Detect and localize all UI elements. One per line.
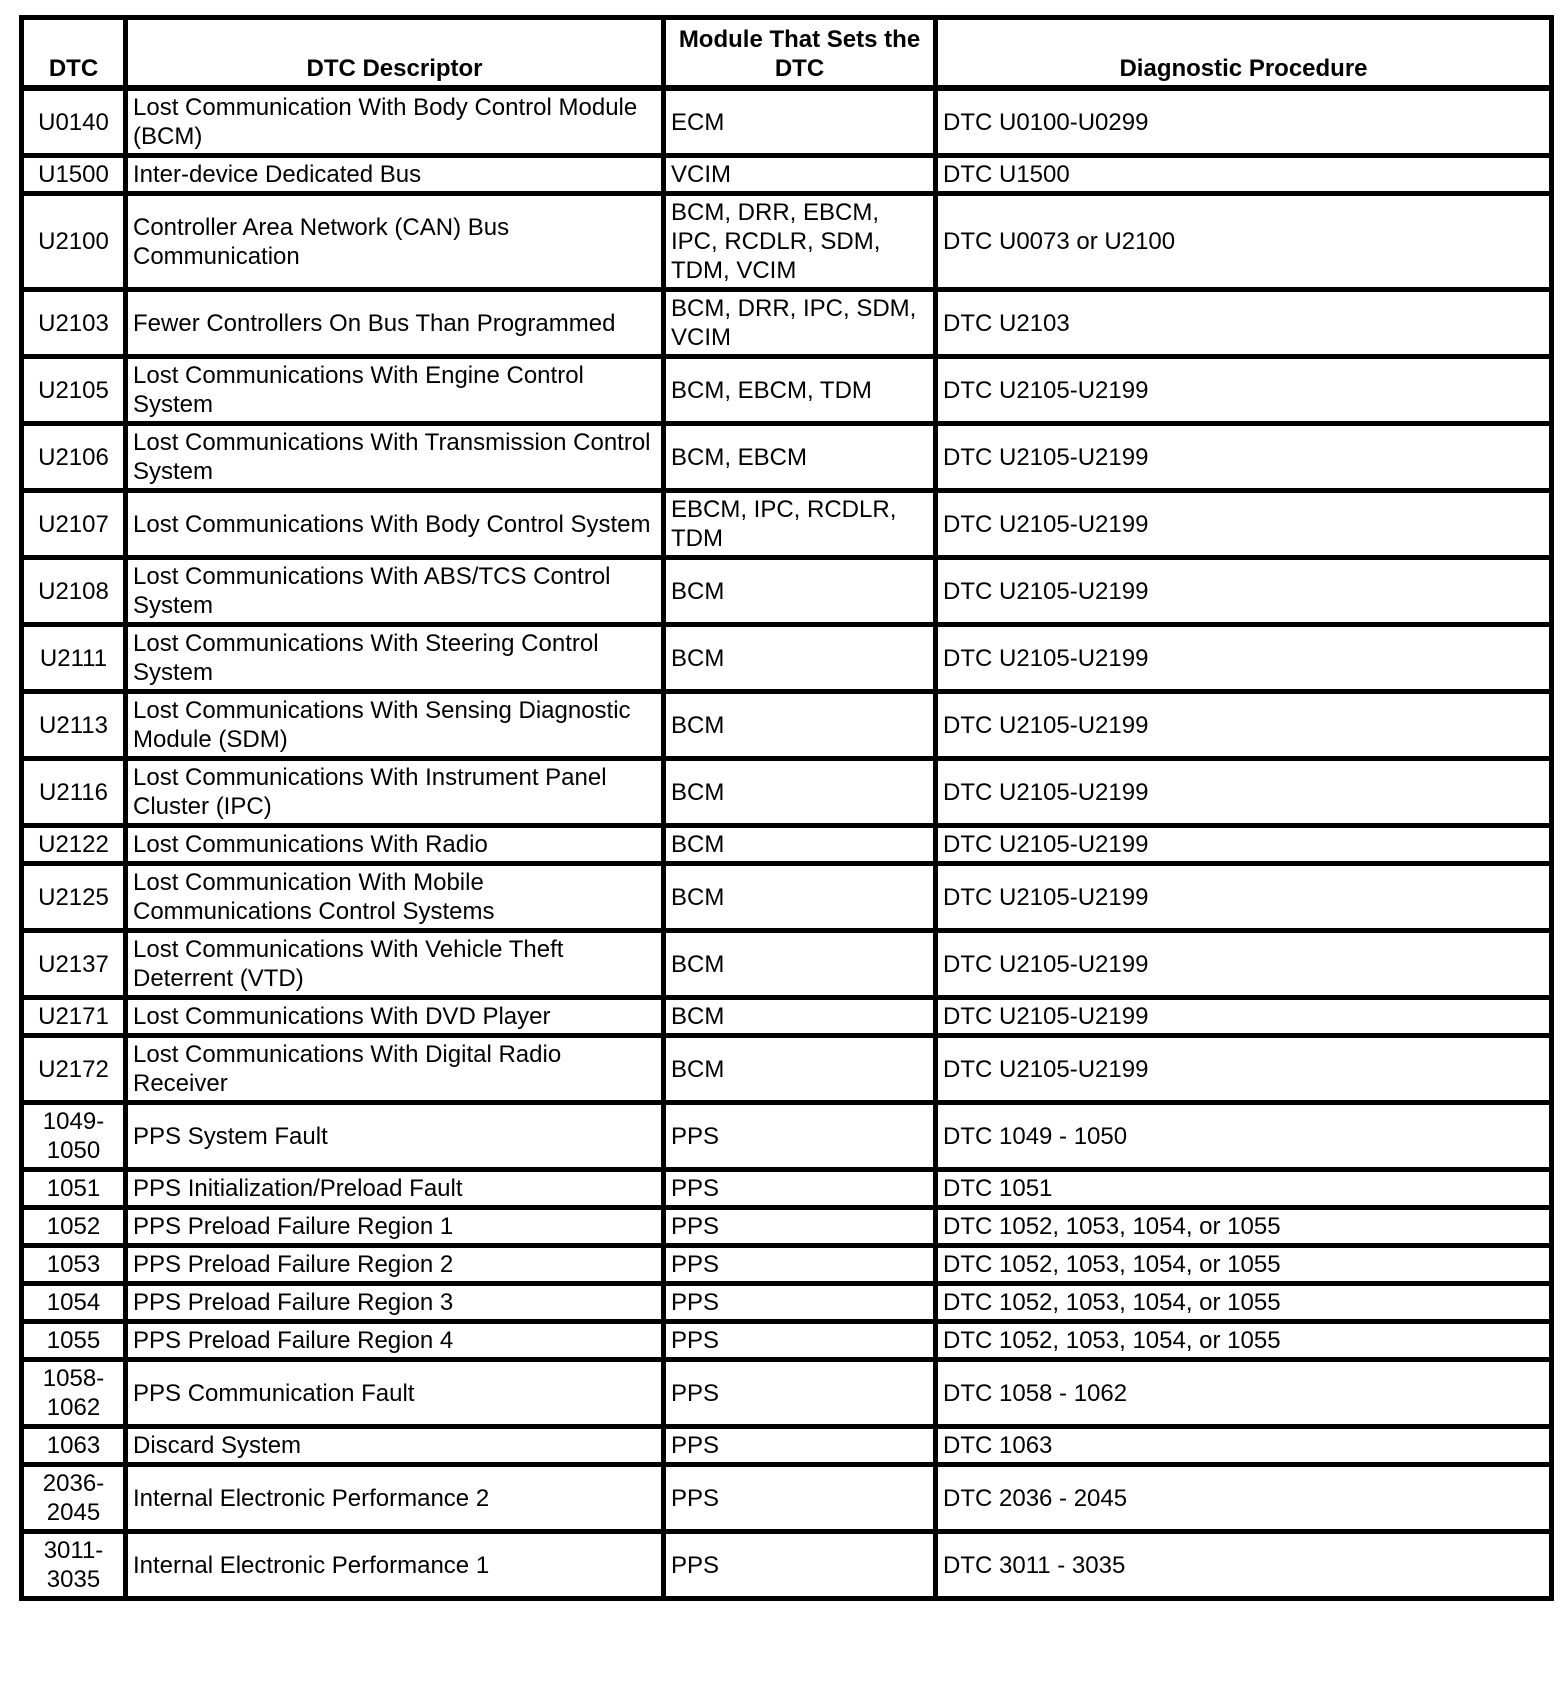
dtc-cell: 1052: [22, 1208, 126, 1246]
dtc-cell: 1055: [22, 1322, 126, 1360]
descriptor-cell: Lost Communications With ABS/TCS Control System: [126, 558, 664, 625]
procedure-cell: DTC U0073 or U2100: [936, 194, 1552, 290]
dtc-cell: U2103: [22, 290, 126, 357]
dtc-cell: 1053: [22, 1246, 126, 1284]
module-cell: PPS: [664, 1532, 936, 1599]
procedure-cell: DTC U2105-U2199: [936, 864, 1552, 931]
descriptor-cell: Lost Communications With Vehicle Theft Deterrent (VTD): [126, 931, 664, 998]
table-row: [22, 1427, 1552, 1465]
table-row: [22, 1103, 1552, 1170]
procedure-cell: DTC 2036 - 2045: [936, 1465, 1552, 1532]
procedure-cell: DTC U2105-U2199: [936, 357, 1552, 424]
dtc-cell: U2108: [22, 558, 126, 625]
table-row: [22, 1246, 1552, 1284]
table-row: [22, 625, 1552, 692]
module-cell: BCM: [664, 1036, 936, 1103]
module-cell: EBCM, IPC, RCDLR, TDM: [664, 491, 936, 558]
procedure-cell: DTC 1052, 1053, 1054, or 1055: [936, 1284, 1552, 1322]
module-cell: BCM, EBCM, TDM: [664, 357, 936, 424]
table-row: [22, 1284, 1552, 1322]
descriptor-cell: Lost Communications With Transmission Control System: [126, 424, 664, 491]
descriptor-cell: Lost Communications With Body Control System: [126, 491, 664, 558]
descriptor-cell: PPS Preload Failure Region 4: [126, 1322, 664, 1360]
module-cell: BCM, DRR, EBCM, IPC, RCDLR, SDM, TDM, VCIM: [664, 194, 936, 290]
dtc-cell: U2122: [22, 826, 126, 864]
dtc-cell: U2107: [22, 491, 126, 558]
table-row: [22, 864, 1552, 931]
procedure-cell: DTC U2103: [936, 290, 1552, 357]
table-row: [22, 826, 1552, 864]
dtc-cell: 1049-1050: [22, 1103, 126, 1170]
procedure-cell: DTC 1052, 1053, 1054, or 1055: [936, 1322, 1552, 1360]
module-cell: BCM: [664, 625, 936, 692]
module-cell: PPS: [664, 1103, 936, 1170]
table-row: [22, 1360, 1552, 1427]
descriptor-cell: PPS System Fault: [126, 1103, 664, 1170]
procedure-cell: DTC U2105-U2199: [936, 998, 1552, 1036]
module-cell: BCM, DRR, IPC, SDM, VCIM: [664, 290, 936, 357]
procedure-cell: DTC 1063: [936, 1427, 1552, 1465]
dtc-cell: 2036-2045: [22, 1465, 126, 1532]
dtc-cell: U2111: [22, 625, 126, 692]
procedure-cell: DTC U2105-U2199: [936, 931, 1552, 998]
table-row: [22, 1532, 1552, 1599]
module-cell: BCM: [664, 826, 936, 864]
descriptor-cell: Lost Communication With Mobile Communications Control Systems: [126, 864, 664, 931]
dtc-cell: U2171: [22, 998, 126, 1036]
module-cell: PPS: [664, 1322, 936, 1360]
procedure-cell: DTC U2105-U2199: [936, 759, 1552, 826]
procedure-cell: DTC 1052, 1053, 1054, or 1055: [936, 1246, 1552, 1284]
dtc-cell: 1051: [22, 1170, 126, 1208]
dtc-cell: U2125: [22, 864, 126, 931]
module-cell: PPS: [664, 1465, 936, 1532]
table-row: [22, 558, 1552, 625]
descriptor-cell: Fewer Controllers On Bus Than Programmed: [126, 290, 664, 357]
dtc-table: [19, 15, 1554, 1601]
table-row: [22, 156, 1552, 194]
module-cell: VCIM: [664, 156, 936, 194]
dtc-cell: 3011-3035: [22, 1532, 126, 1599]
dtc-cell: U2113: [22, 692, 126, 759]
descriptor-cell: PPS Preload Failure Region 3: [126, 1284, 664, 1322]
descriptor-cell: Inter-device Dedicated Bus: [126, 156, 664, 194]
dtc-cell: 1054: [22, 1284, 126, 1322]
table-row: [22, 357, 1552, 424]
table-row: [22, 290, 1552, 357]
procedure-cell: DTC U2105-U2199: [936, 491, 1552, 558]
table-row: [22, 88, 1552, 156]
module-cell: PPS: [664, 1170, 936, 1208]
module-cell: BCM: [664, 759, 936, 826]
table-row: [22, 491, 1552, 558]
dtc-cell: U0140: [22, 88, 126, 156]
descriptor-cell: Lost Communications With Steering Control System: [126, 625, 664, 692]
procedure-cell: DTC U2105-U2199: [936, 424, 1552, 491]
procedure-cell: DTC 1051: [936, 1170, 1552, 1208]
module-cell: BCM: [664, 692, 936, 759]
dtc-cell: U2105: [22, 357, 126, 424]
dtc-cell: U2106: [22, 424, 126, 491]
descriptor-cell: Controller Area Network (CAN) Bus Communication: [126, 194, 664, 290]
dtc-cell: U2137: [22, 931, 126, 998]
procedure-cell: DTC U0100-U0299: [936, 88, 1552, 156]
table-row: [22, 759, 1552, 826]
table-header: [22, 18, 1552, 89]
module-cell: BCM: [664, 931, 936, 998]
procedure-cell: DTC U2105-U2199: [936, 692, 1552, 759]
table-row: [22, 1208, 1552, 1246]
module-cell: BCM: [664, 998, 936, 1036]
module-cell: BCM: [664, 558, 936, 625]
descriptor-cell: Lost Communications With Sensing Diagnostic Module (SDM): [126, 692, 664, 759]
procedure-cell: DTC 1049 - 1050: [936, 1103, 1552, 1170]
descriptor-cell: Lost Communication With Body Control Module (BCM): [126, 88, 664, 156]
table-row: [22, 1170, 1552, 1208]
table-body: [22, 88, 1552, 1599]
descriptor-cell: Lost Communications With Engine Control System: [126, 357, 664, 424]
procedure-cell: DTC U2105-U2199: [936, 625, 1552, 692]
descriptor-cell: PPS Communication Fault: [126, 1360, 664, 1427]
table-row: [22, 931, 1552, 998]
dtc-cell: 1058-1062: [22, 1360, 126, 1427]
header-dtc: DTC: [22, 18, 126, 89]
procedure-cell: DTC U2105-U2199: [936, 558, 1552, 625]
table-row: [22, 1465, 1552, 1532]
table-row: [22, 424, 1552, 491]
module-cell: PPS: [664, 1284, 936, 1322]
descriptor-cell: Internal Electronic Performance 2: [126, 1465, 664, 1532]
module-cell: ECM: [664, 88, 936, 156]
descriptor-cell: PPS Initialization/Preload Fault: [126, 1170, 664, 1208]
header-module: Module That Sets the DTC: [664, 18, 936, 89]
module-cell: BCM: [664, 864, 936, 931]
header-procedure: Diagnostic Procedure: [936, 18, 1552, 89]
descriptor-cell: Lost Communications With Digital Radio Receiver: [126, 1036, 664, 1103]
descriptor-cell: Lost Communications With DVD Player: [126, 998, 664, 1036]
table-row: [22, 1322, 1552, 1360]
table-row: [22, 194, 1552, 290]
descriptor-cell: Lost Communications With Instrument Panel Cluster (IPC): [126, 759, 664, 826]
module-cell: BCM, EBCM: [664, 424, 936, 491]
descriptor-cell: PPS Preload Failure Region 2: [126, 1246, 664, 1284]
module-cell: PPS: [664, 1246, 936, 1284]
dtc-cell: U2172: [22, 1036, 126, 1103]
dtc-cell: U2116: [22, 759, 126, 826]
descriptor-cell: Discard System: [126, 1427, 664, 1465]
header-descriptor: DTC Descriptor: [126, 18, 664, 89]
descriptor-cell: Internal Electronic Performance 1: [126, 1532, 664, 1599]
module-cell: PPS: [664, 1360, 936, 1427]
descriptor-cell: PPS Preload Failure Region 1: [126, 1208, 664, 1246]
table-row: [22, 692, 1552, 759]
dtc-cell: 1063: [22, 1427, 126, 1465]
table-row: [22, 1036, 1552, 1103]
procedure-cell: DTC U2105-U2199: [936, 826, 1552, 864]
module-cell: PPS: [664, 1427, 936, 1465]
procedure-cell: DTC 3011 - 3035: [936, 1532, 1552, 1599]
header-row: [22, 18, 1552, 89]
procedure-cell: DTC U1500: [936, 156, 1552, 194]
table-row: [22, 998, 1552, 1036]
procedure-cell: DTC 1058 - 1062: [936, 1360, 1552, 1427]
descriptor-cell: Lost Communications With Radio: [126, 826, 664, 864]
dtc-cell: U2100: [22, 194, 126, 290]
dtc-cell: U1500: [22, 156, 126, 194]
procedure-cell: DTC 1052, 1053, 1054, or 1055: [936, 1208, 1552, 1246]
procedure-cell: DTC U2105-U2199: [936, 1036, 1552, 1103]
module-cell: PPS: [664, 1208, 936, 1246]
